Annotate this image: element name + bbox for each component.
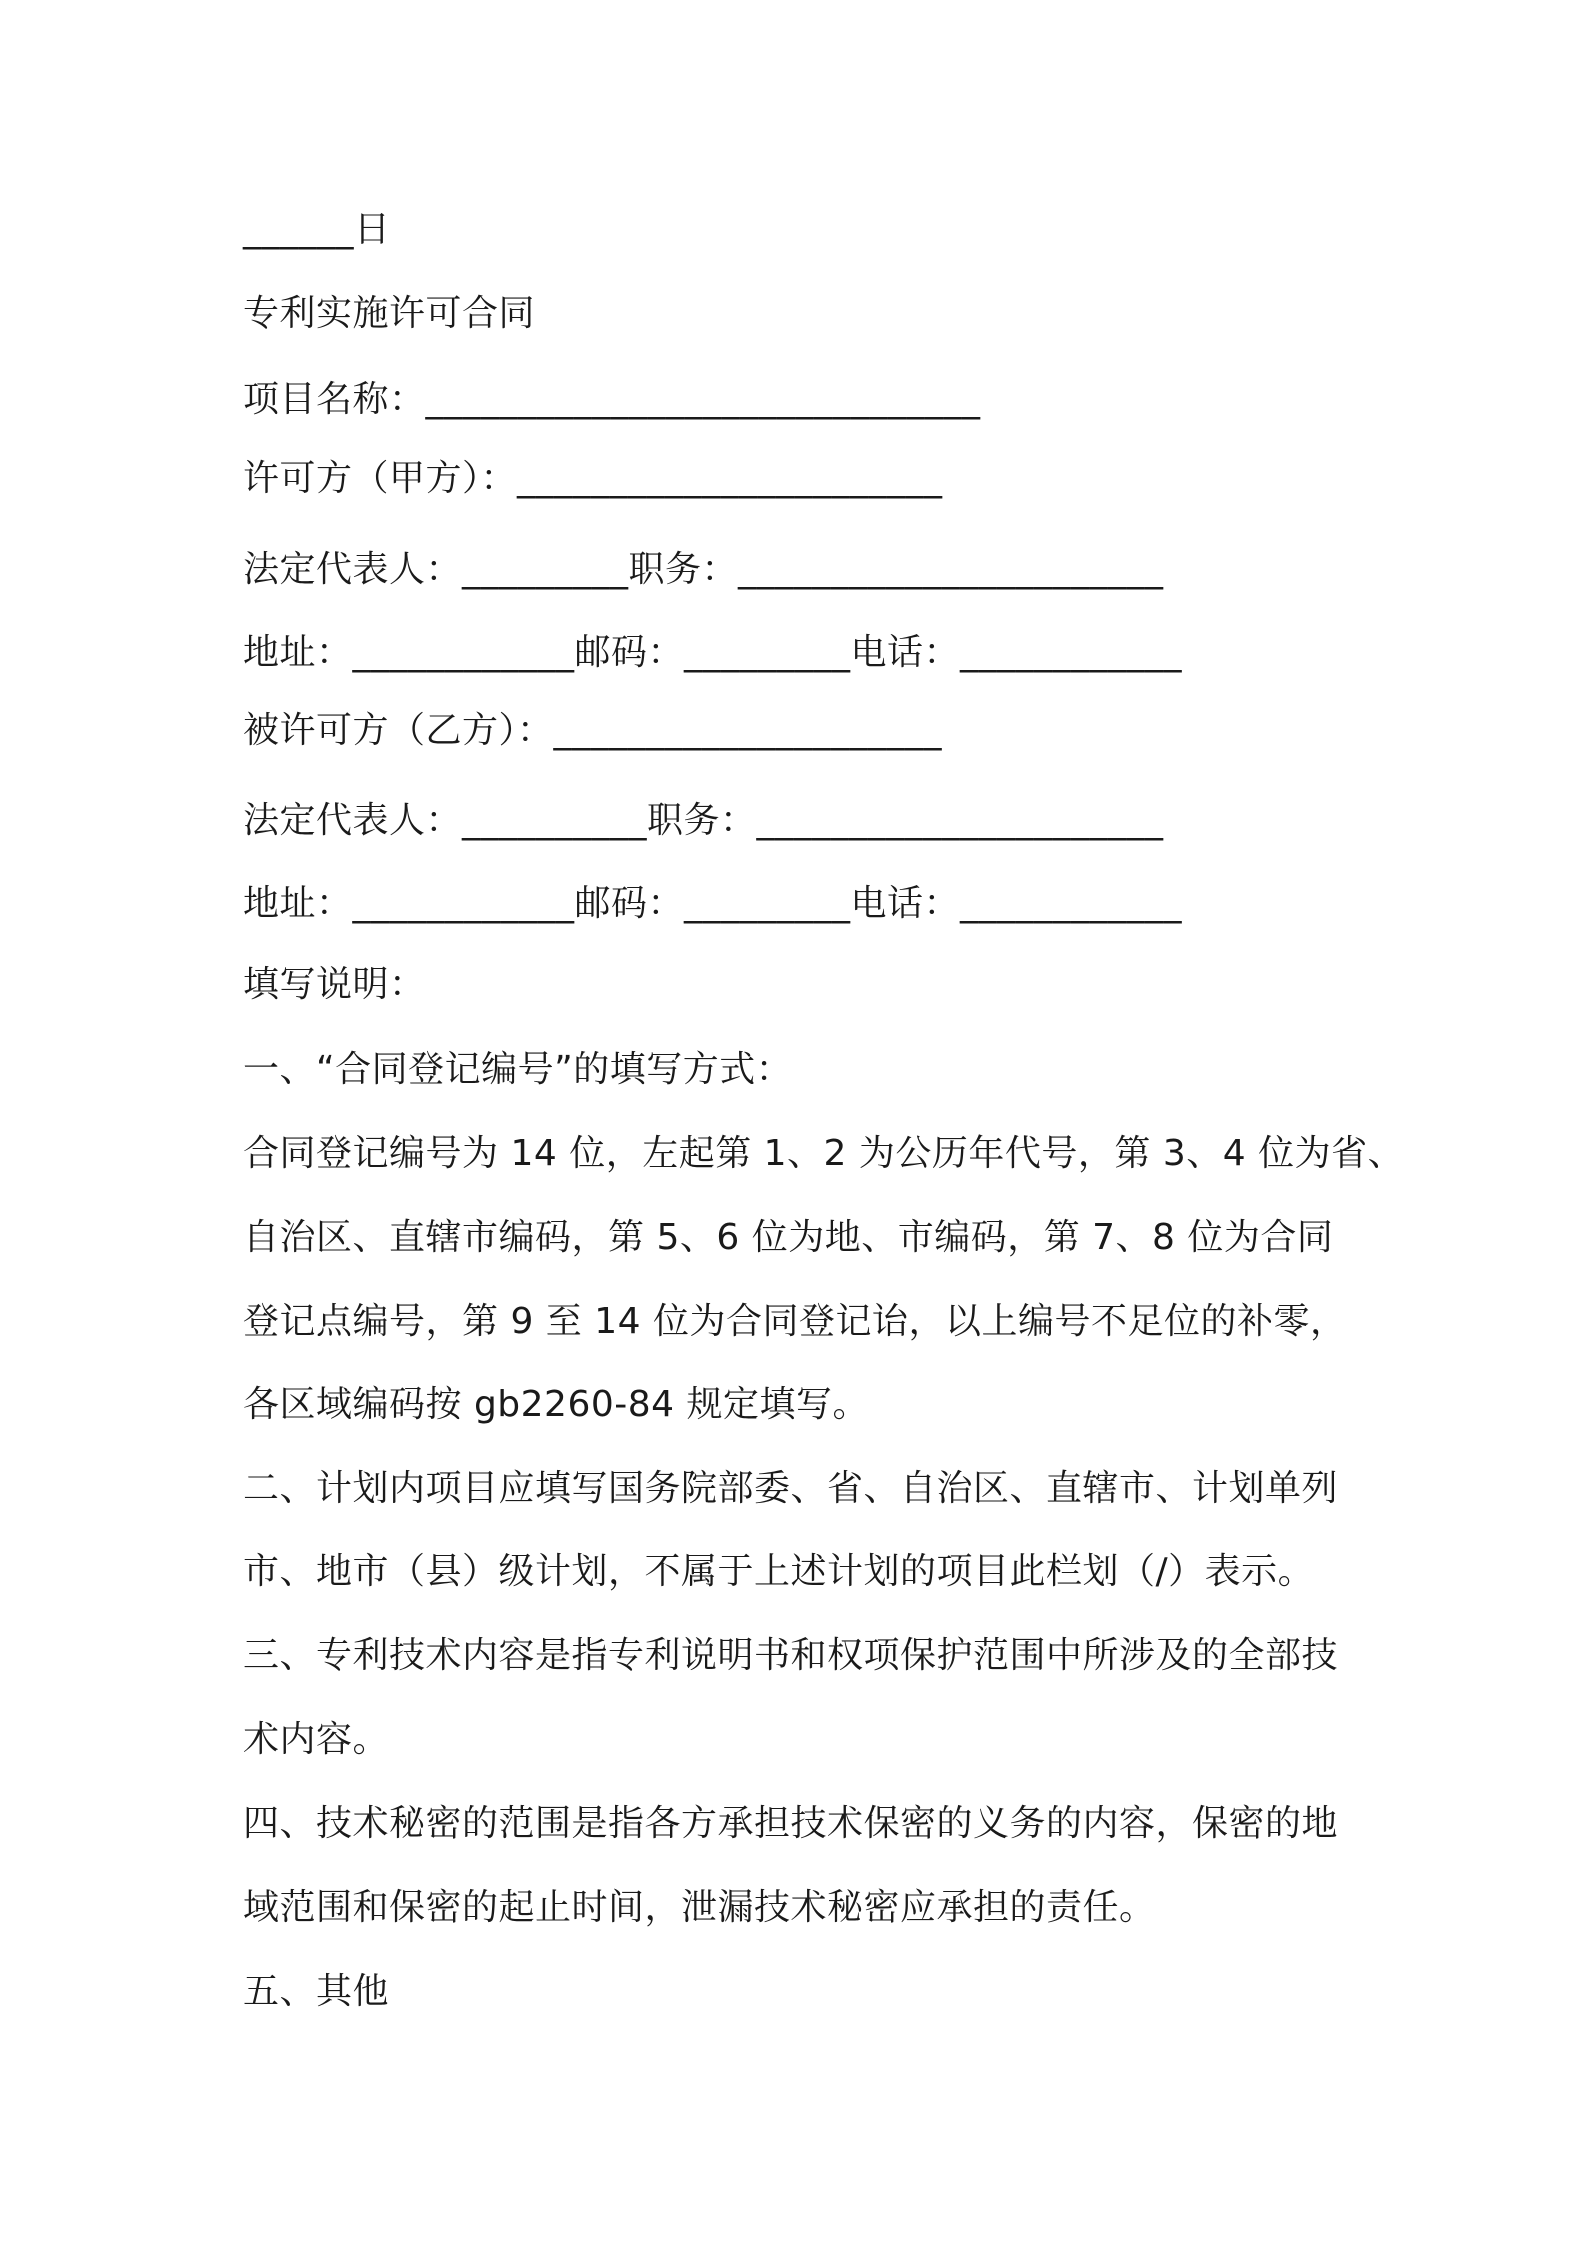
- licensor-field: 许可方（甲方）：_______________________: [243, 458, 943, 499]
- licensor-address-field: 地址：____________邮码：_________电话：____________: [243, 632, 1183, 673]
- instruction-2-line-2: 市、地市（县）级计划，不属于上述计划的项目此栏划（/）表示。: [243, 1551, 1315, 1592]
- instruction-4-line-1: 四、技术秘密的范围是指各方承担技术保密的义务的内容，保密的地: [243, 1803, 1339, 1844]
- instruction-1-line-1: 合同登记编号为 14 位，左起第 1、2 为公历年代号，第 3、4 位为省、: [243, 1133, 1405, 1174]
- instruction-1-line-2: 自治区、直辖市编码，第 5、6 位为地、市编码，第 7、8 位为合同: [243, 1217, 1334, 1258]
- licensee-address-field: 地址：____________邮码：_________电话：____________: [243, 883, 1183, 924]
- instruction-1-line-3: 登记点编号，第 9 至 14 位为合同登记诒，以上编号不足位的补零，: [243, 1301, 1347, 1342]
- instruction-3-line-2: 术内容。: [243, 1719, 390, 1760]
- date-line: ______日: [243, 209, 391, 250]
- instruction-1-heading: 一、“合同登记编号”的填写方式：: [243, 1049, 793, 1090]
- licensee-field: 被许可方（乙方）：_____________________: [243, 710, 943, 751]
- instruction-3-line-1: 三、专利技术内容是指专利说明书和权项保护范围中所涉及的全部技: [243, 1635, 1339, 1676]
- instruction-1-line-4: 各区域编码按 gb2260-84 规定填写。: [243, 1384, 870, 1425]
- licensee-representative-field: 法定代表人：__________职务：______________________: [243, 800, 1164, 841]
- instruction-2-line-1: 二、计划内项目应填写国务院部委、省、自治区、直辖市、计划单列: [243, 1468, 1339, 1509]
- instructions-heading: 填写说明：: [243, 964, 426, 1005]
- instruction-5: 五、其他: [243, 1971, 390, 2012]
- licensor-representative-field: 法定代表人：_________职务：_______________________: [243, 549, 1164, 590]
- project-name-field: 项目名称：______________________________: [243, 379, 981, 420]
- document-title: 专利实施许可合同: [243, 293, 536, 334]
- instruction-4-line-2: 域范围和保密的起止时间，泄漏技术秘密应承担的责任。: [243, 1887, 1156, 1928]
